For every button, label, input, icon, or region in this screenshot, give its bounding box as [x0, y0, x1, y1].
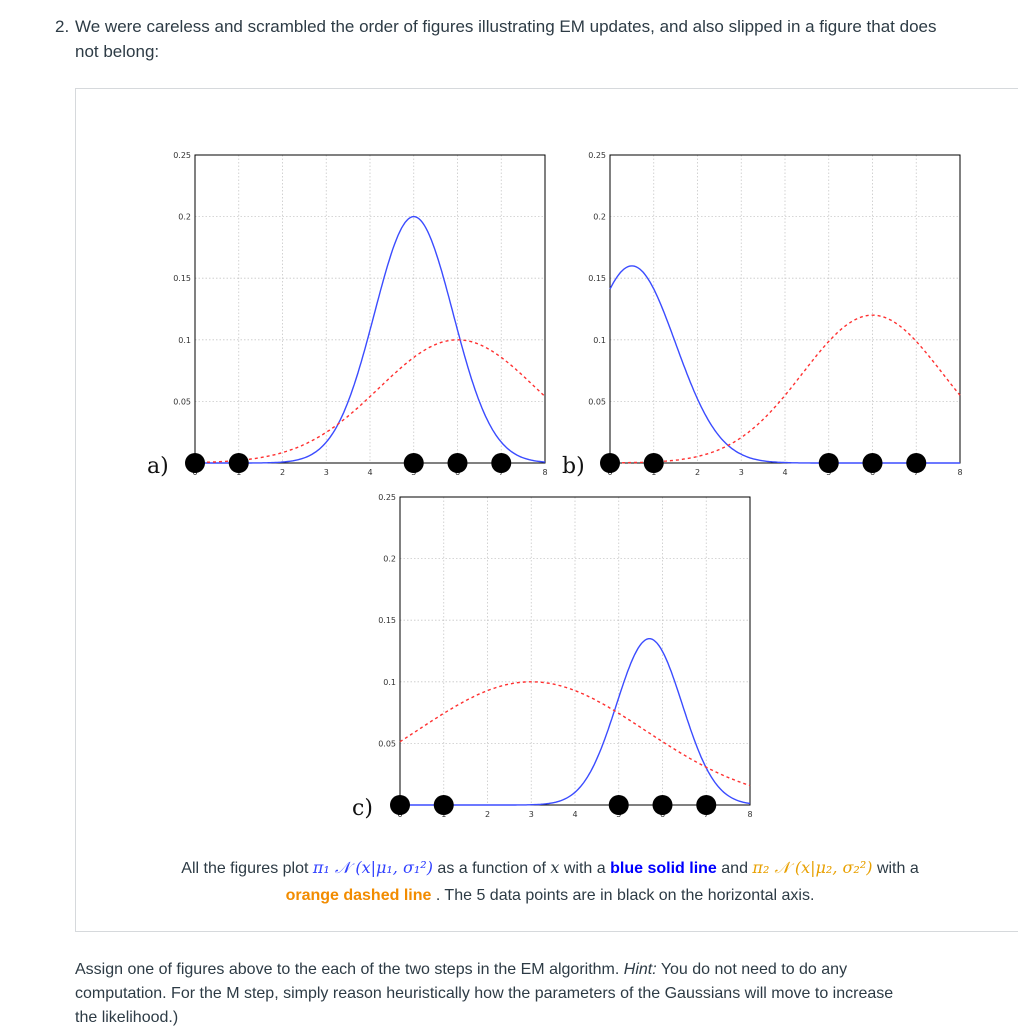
caption-text: with a	[876, 860, 919, 877]
question-text-line2: not belong:	[75, 42, 160, 61]
question-text-line1: We were careless and scrambled the order of figures illustrating EM updates, and also slipped in a figure that does	[75, 17, 937, 36]
y-tick-label: 0.15	[378, 616, 396, 626]
x-tick-label: 4	[572, 810, 578, 819]
hint-label: Hint:	[623, 961, 657, 978]
plot-a	[140, 145, 548, 480]
y-tick-label: 0.2	[593, 212, 606, 222]
figure-caption	[75, 854, 1018, 909]
x-tick-label: 2	[694, 468, 701, 477]
y-tick-label: 0.25	[173, 151, 191, 160]
caption-text: with a	[563, 860, 606, 877]
plot-c	[345, 487, 753, 822]
data-point	[696, 795, 716, 815]
data-point	[863, 453, 883, 473]
data-point	[491, 453, 511, 473]
caption-text: and	[721, 860, 748, 877]
y-tick-label: 0.25	[378, 493, 396, 502]
assignment-line2: computation. For the M step, simply reason heuristically how the parameters of the Gaussians will move to increase	[75, 985, 894, 1002]
data-point	[404, 453, 424, 473]
y-tick-label: 0.1	[383, 677, 396, 687]
caption-orange-label: orange dashed line	[285, 887, 432, 904]
x-tick-label: 8	[747, 810, 753, 819]
plot-b	[555, 145, 963, 480]
caption-math-blue: π₁ 𝒩 (x|μ₁, σ₁²)	[312, 858, 433, 877]
data-point	[448, 453, 468, 473]
assignment-text	[75, 958, 1018, 1030]
data-point	[229, 453, 249, 473]
x-tick-label: 4	[367, 468, 373, 477]
panel-label: a)	[147, 454, 169, 479]
y-tick-label: 0.2	[383, 554, 396, 564]
chart-svg	[555, 145, 963, 480]
x-tick-label: 8	[542, 468, 548, 477]
x-tick-label: 2	[279, 468, 286, 477]
data-point	[600, 453, 620, 473]
caption-blue-label: blue solid line	[610, 860, 717, 877]
x-tick-label: 3	[738, 468, 744, 477]
data-point	[906, 453, 926, 473]
caption-text: as a function of	[437, 860, 546, 877]
data-point	[644, 453, 664, 473]
chart-svg	[140, 145, 548, 480]
data-point	[653, 795, 673, 815]
y-tick-label: 0.05	[588, 397, 606, 407]
y-tick-label: 0.05	[173, 397, 191, 407]
caption-text: All the figures plot	[181, 860, 309, 877]
data-point	[185, 453, 205, 473]
y-tick-label: 0.25	[588, 151, 606, 160]
panel-label: c)	[352, 796, 373, 821]
x-tick-label: 3	[528, 810, 534, 819]
x-tick-label: 2	[484, 810, 491, 819]
question-number: 2.	[55, 17, 70, 36]
y-tick-label: 0.2	[178, 212, 191, 222]
data-point	[434, 795, 454, 815]
y-tick-label: 0.15	[588, 274, 606, 284]
x-tick-label: 4	[782, 468, 788, 477]
y-tick-label: 0.15	[173, 274, 191, 284]
caption-text: . The 5 data points are in black on the horizontal axis.	[435, 887, 815, 904]
y-tick-label: 0.1	[593, 335, 606, 345]
question-prompt	[55, 14, 1018, 64]
chart-svg	[345, 487, 753, 822]
y-tick-label: 0.1	[178, 335, 191, 345]
assignment-line3: the likelihood.)	[75, 1009, 179, 1026]
x-tick-label: 8	[957, 468, 963, 477]
y-tick-label: 0.05	[378, 739, 396, 749]
data-point	[609, 795, 629, 815]
data-point	[390, 795, 410, 815]
assignment-line1: Assign one of figures above to the each of the two steps in the EM algorithm.	[75, 961, 620, 978]
caption-math-orange: π₂ 𝒩 (x|μ₂, σ₂²)	[752, 858, 873, 877]
assignment-line1b: You do not need to do any	[660, 961, 848, 978]
caption-var-x: x	[550, 858, 560, 877]
panel-label: b)	[562, 454, 585, 479]
data-point	[819, 453, 839, 473]
x-tick-label: 3	[323, 468, 329, 477]
